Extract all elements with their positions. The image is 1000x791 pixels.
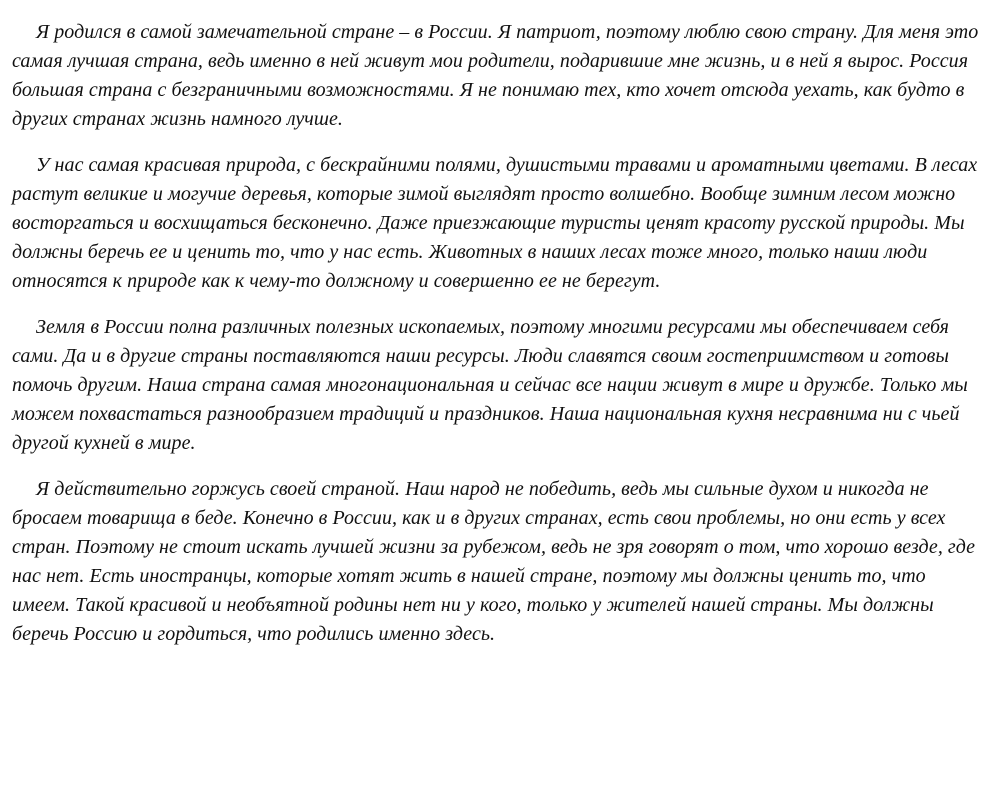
paragraph-4: Я действительно горжусь своей страной. Наш народ не победить, ведь мы сильные духом и никогда не бросаем товарища в беде. Конечно в России, как и в других странах, есть свои проблемы, но они есть у всех стран. Поэтому не стоит искать лучшей жизни за рубежом, ведь не зря говорят о том, что хорошо везде, где нас нет. Есть иностранцы, которые хотят жить в нашей стране, поэтому мы должны ценить то, что имеем. Такой красивой и необъятной родины нет ни у кого, только у жителей нашей страны. Мы должны беречь Россию и гордиться, что родились именно здесь. (12, 478, 976, 645)
paragraph-3: Земля в России полна различных полезных ископаемых, поэтому многими ресурсами мы обеспечиваем себя сами. Да и в другие страны поставляются наши ресурсы. Люди славятся своим гостеприимством и готовы помочь другим. Наша страна самая многонациональная и сейчас все нации живут в мире и дружбе. Только мы можем похвастаться разнообразием традиций и праздников. Наша национальная кухня несравнима ни с чьей другой кухней в мире. (12, 316, 968, 454)
paragraph-1: Я родился в самой замечательной стране – в России. Я патриот, поэтому люблю свою страну. Для меня это самая лучшая страна, ведь именно в ней живут мои родители, подарившие мне жизнь, и в ней я вырос. Россия большая страна с безграничными возможностями. Я не понимаю тех, кто хочет отсюда уехать, как будто в других странах жизнь намного лучше. (12, 21, 979, 130)
paragraph-2: У нас самая красивая природа, с бескрайними полями, душистыми травами и ароматными цветами. В лесах растут великие и могучие деревья, которые зимой выглядят просто волшебно. Вообще зимним лесом можно восторгаться и восхищаться бесконечно. Даже приезжающие туристы ценят красоту русской природы. Мы должны беречь ее и ценить то, что у нас есть. Животных в наших лесах тоже много, только наши люди относятся к природе как к чему-то должному и совершенно ее не берегут. (12, 154, 978, 292)
